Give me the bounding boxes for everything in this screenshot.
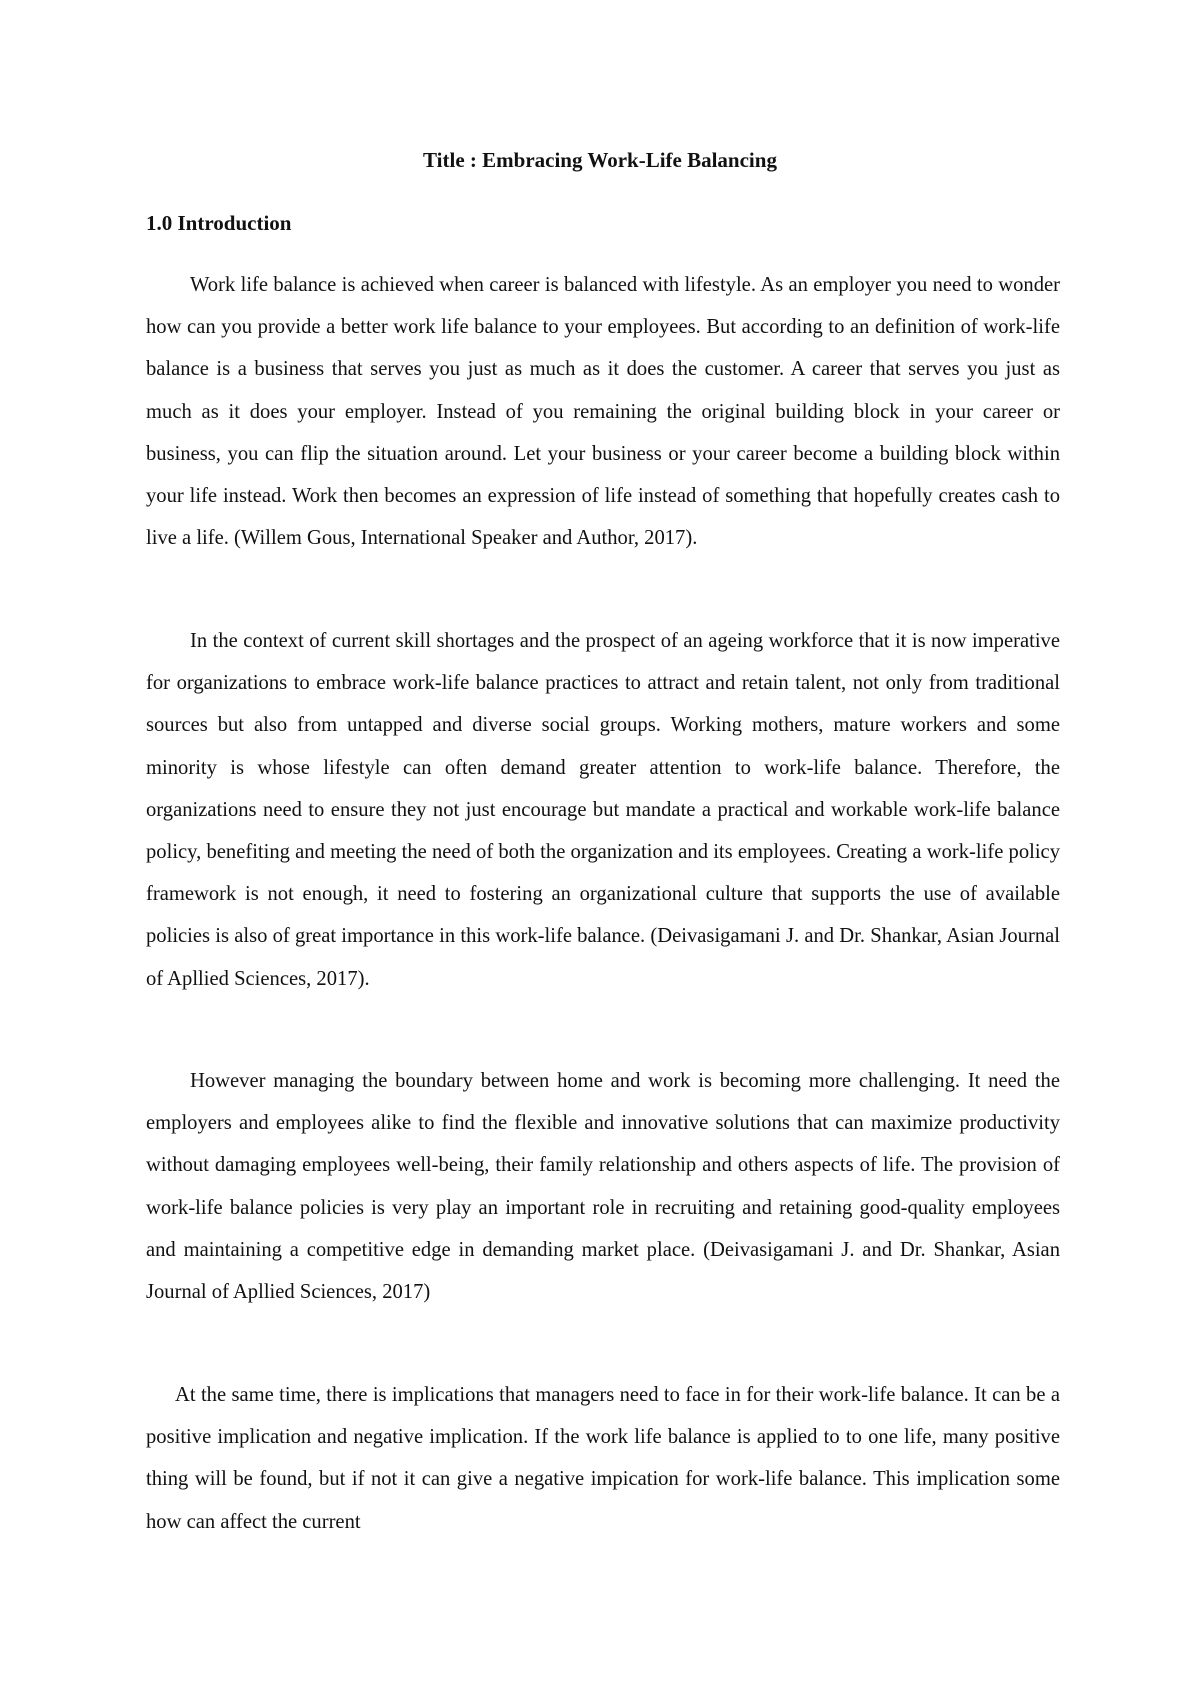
body-paragraph-3: However managing the boundary between home and work is becoming more challenging. It need the employers and employees alike to find the flexible and innovative solutions that can maximize productivity without damaging employees well-being, their family relationship and others aspects of life. The provision of work-life balance policies is very play an important role in recruiting and retaining good-quality employees and maintaining a competitive edge in demanding market place. (Deivasigamani J. and Dr. Shankar, Asian Journal of Apllied Sciences, 2017) [146, 1070, 1060, 1304]
body-paragraph-2: In the context of current skill shortages and the prospect of an ageing workforce that it is now imperative for organizations to embrace work-life balance practices to attract and retain talent, not only from traditional sources but also from untapped and diverse social groups. Working mothers, mature workers and some minority is whose lifestyle can often demand greater attention to work-life balance. Therefore, the organizations need to ensure they not just encourage but mandate a practical and workable work-life balance policy, benefiting and meeting the need of both the organization and its employees. Creating a work-life policy framework is not enough, it need to fostering an organizational culture that supports the use of available policies is also of great importance in this work-life balance. (Deivasigamani J. and Dr. Shankar, Asian Journal of Apllied Sciences, 2017). [146, 630, 1060, 990]
body-paragraph-1: Work life balance is achieved when career is balanced with lifestyle. As an employer you need to wonder how can you provide a better work life balance to your employees. But according to an definition of work-life balance is a business that serves you just as much as it does the customer. A career that serves you just as much as it does your employer. Instead of you remaining the original building block in your career or business, you can flip the situation around. Let your business or your career become a building block within your life instead. Work then becomes an expression of life instead of something that hopefully creates cash to live a life. (Willem Gous, International Speaker and Author, 2017). [146, 274, 1060, 550]
section-heading: 1.0 Introduction [146, 211, 292, 235]
body-paragraph-4: At the same time, there is implications that managers need to face in for their work-life balance. It can be a positive implication and negative implication. If the work life balance is applied to to one life, many positive thing will be found, but if not it can give a negative impication for work-life balance. This implication some how can affect the current [146, 1384, 1060, 1533]
document-title: Title : Embracing Work-Life Balancing [423, 148, 777, 172]
